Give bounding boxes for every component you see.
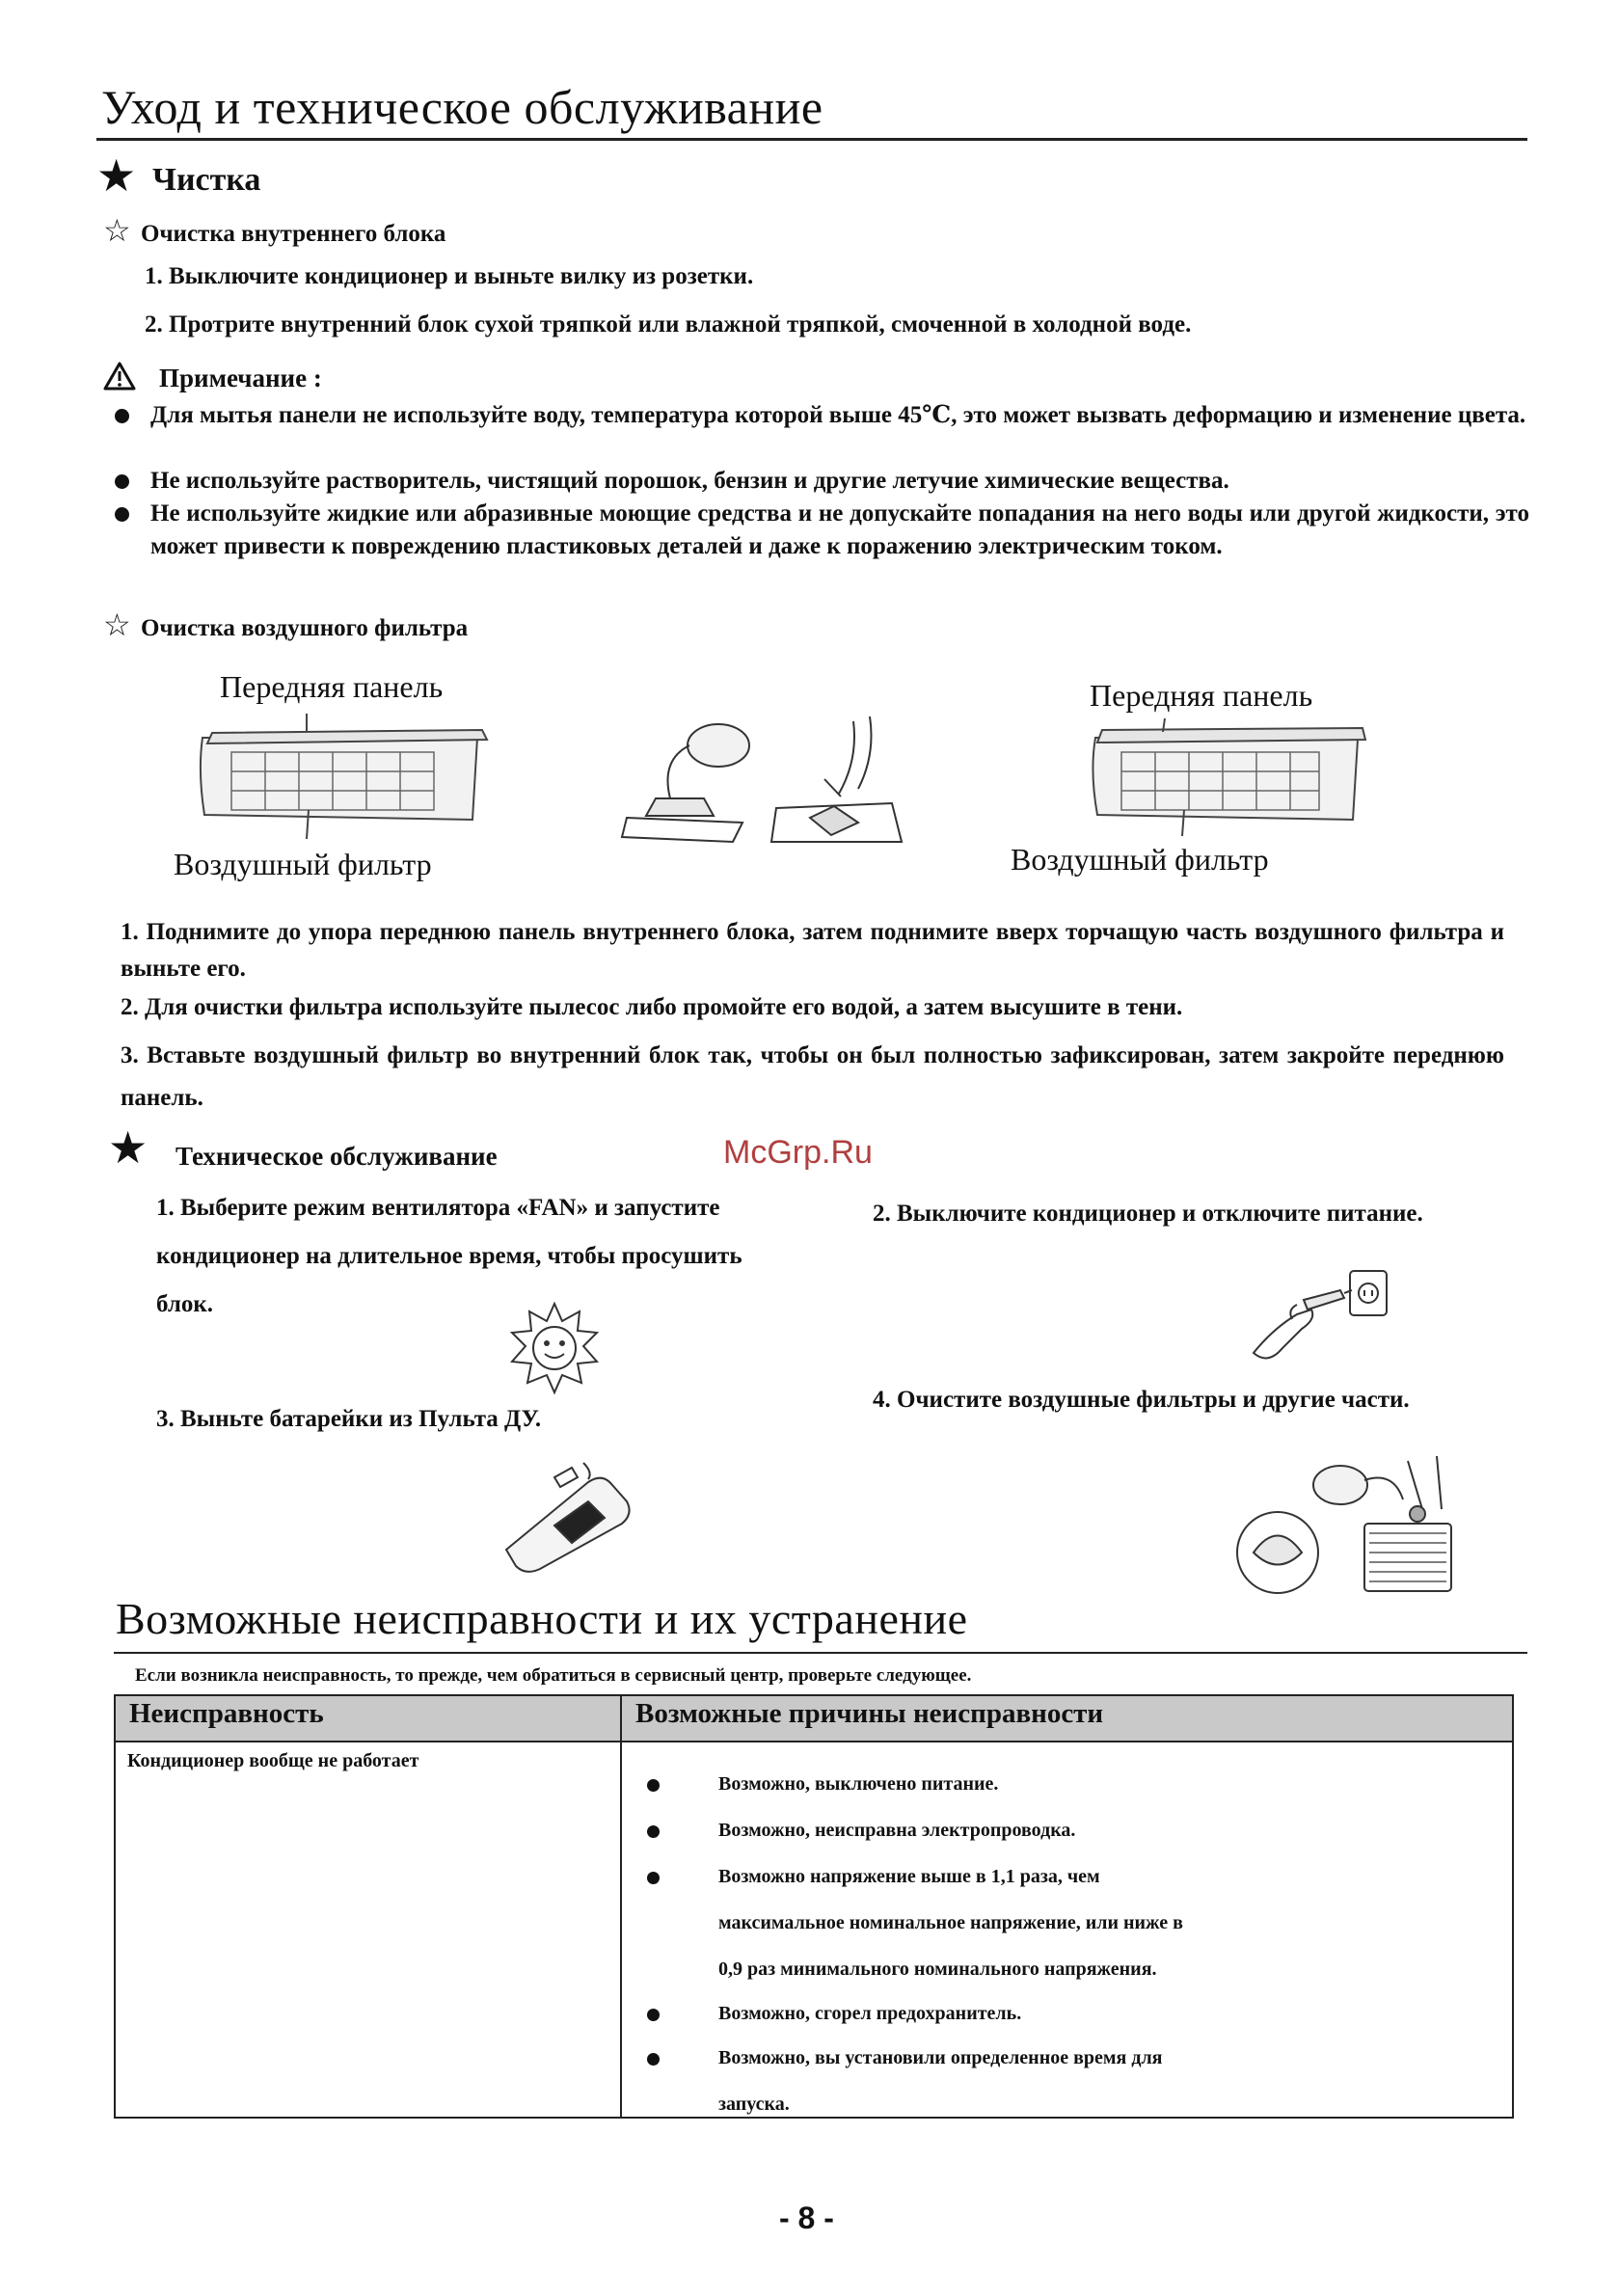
maintenance-step-3: 3. Выньте батарейки из Пульта ДУ.: [156, 1406, 542, 1432]
indoor-unit-open-illustration: [193, 709, 492, 844]
cause-3-line-1: Возможно напряжение выше в 1,1 раза, чем: [718, 1866, 1100, 1887]
cause-4: Возможно, сгорел предохранитель.: [718, 2003, 1022, 2024]
table-header-row: [115, 1695, 1513, 1742]
cause-bullet-dot: [647, 2009, 660, 2021]
cause-bullet-dot: [647, 2053, 660, 2066]
plug-socket-icon: [1244, 1261, 1398, 1367]
maintenance-heading: Техническое обслуживание: [175, 1142, 498, 1171]
filter-step-2: 2. Для очистки фильтра используйте пылесос либо промойте его водой, а затем высушите в тени.: [121, 994, 1183, 1020]
indoor-step-2: 2. Протрите внутренний блок сухой тряпкой или влажной тряпкой, смоченной в холодной воде.: [145, 311, 1192, 338]
cause-5-line-2: запуска.: [718, 2093, 790, 2115]
cause-3-line-3: 0,9 раз минимального номинального напряжения.: [718, 1958, 1157, 1980]
front-panel-label-left: Передняя панель: [220, 669, 444, 704]
note-bullet-2-dot: [115, 474, 129, 489]
outline-star-icon: ☆: [103, 608, 131, 642]
indoor-cleaning-subheading: Очистка внутреннего блока: [141, 221, 446, 247]
cause-bullet-dot: [647, 1779, 660, 1792]
filled-star-icon: ★: [108, 1123, 148, 1173]
maintenance-step-1-line-2: кондиционер на длительное время, чтобы просушить: [156, 1243, 742, 1269]
indoor-step-1: 1. Выключите кондиционер и выньте вилку из розетки.: [145, 263, 754, 289]
maintenance-step-4: 4. Очистите воздушные фильтры и другие части.: [873, 1387, 1410, 1413]
remote-control-icon: [497, 1458, 641, 1574]
air-filter-label-right: Воздушный фильтр: [1011, 842, 1269, 877]
troubleshooting-title: Возможные неисправности и их устранение: [116, 1594, 968, 1643]
fault-text: Кондиционер вообще не работает: [127, 1750, 419, 1771]
filter-step-3: 3. Вставьте воздушный фильтр во внутренний блок так, чтобы он был полностью зафиксирован, затем закройте переднюю панель.: [121, 1042, 1504, 1111]
front-panel-label-right: Передняя панель: [1090, 678, 1313, 713]
watermark: McGrp.Ru: [723, 1134, 873, 1171]
filter-step-1: 1. Поднимите до упора переднюю панель внутреннего блока, затем поднимите вверх торчащую часть воздушного фильтра и выньте его.: [121, 919, 1504, 982]
filled-star-icon: ★: [96, 151, 137, 201]
note-bullet-1: Для мытья панели не используйте воду, температура которой выше 45℃, это может вызвать деформацию и изменение цвета.: [150, 402, 1526, 428]
table-row: [115, 1742, 1513, 2118]
maintenance-step-1-line-1: 1. Выберите режим вентилятора «FAN» и запустите: [156, 1195, 720, 1221]
note-bullet-3: Не используйте жидкие или абразивные моющие средства и не допускайте попадания на него воды или другой жидкости, это может привести к повреждению пластиковых деталей и даже к поражению электрическим током.: [150, 500, 1529, 559]
maintenance-step-2: 2. Выключите кондиционер и отключите питание.: [873, 1201, 1423, 1227]
page-title: Уход и техническое обслуживание: [101, 80, 823, 134]
cleaning-heading: Чистка: [152, 162, 261, 198]
title-rule: [96, 138, 1527, 141]
table-header-causes: Возможные причины неисправности: [621, 1695, 1513, 1742]
troubleshooting-intro: Если возникла неисправность, то прежде, чем обратиться в сервисный центр, проверьте следующее.: [135, 1665, 972, 1686]
cause-bullet-dot: [647, 1872, 660, 1884]
sun-icon: [506, 1300, 603, 1396]
indoor-unit-filter-illustration: [1088, 718, 1367, 839]
vacuum-and-washing-illustration: [617, 702, 916, 847]
cleaning-parts-illustration: [1229, 1442, 1471, 1606]
table-cell-causes: [621, 1742, 1513, 2118]
troubleshooting-table: [114, 1694, 1514, 2119]
note-bullet-3-dot: [115, 507, 129, 522]
outline-star-icon: ☆: [103, 213, 131, 248]
cause-3-line-2: максимальное номинальное напряжение, или ниже в: [718, 1912, 1183, 1933]
air-filter-label-left: Воздушный фильтр: [174, 847, 432, 881]
cause-bullet-dot: [647, 1825, 660, 1838]
troubleshooting-rule: [114, 1652, 1527, 1654]
filter-cleaning-subheading: Очистка воздушного фильтра: [141, 615, 469, 641]
cause-2: Возможно, неисправна электропроводка.: [718, 1820, 1076, 1841]
cause-1: Возможно, выключено питание.: [718, 1773, 999, 1795]
maintenance-step-1-line-3: блок.: [156, 1291, 214, 1317]
note-bullet-1-dot: [115, 409, 129, 423]
note-title: Примечание :: [159, 364, 322, 392]
table-cell-fault: [115, 1742, 621, 2118]
cause-5-line-1: Возможно, вы установили определенное время для: [718, 2047, 1163, 2068]
note-bullet-2: Не используйте растворитель, чистящий порошок, бензин и другие летучие химические вещества.: [150, 468, 1229, 494]
table-header-fault: Неисправность: [115, 1695, 621, 1742]
page-number: - 8 -: [779, 2201, 834, 2235]
warning-triangle-icon: [103, 362, 136, 391]
